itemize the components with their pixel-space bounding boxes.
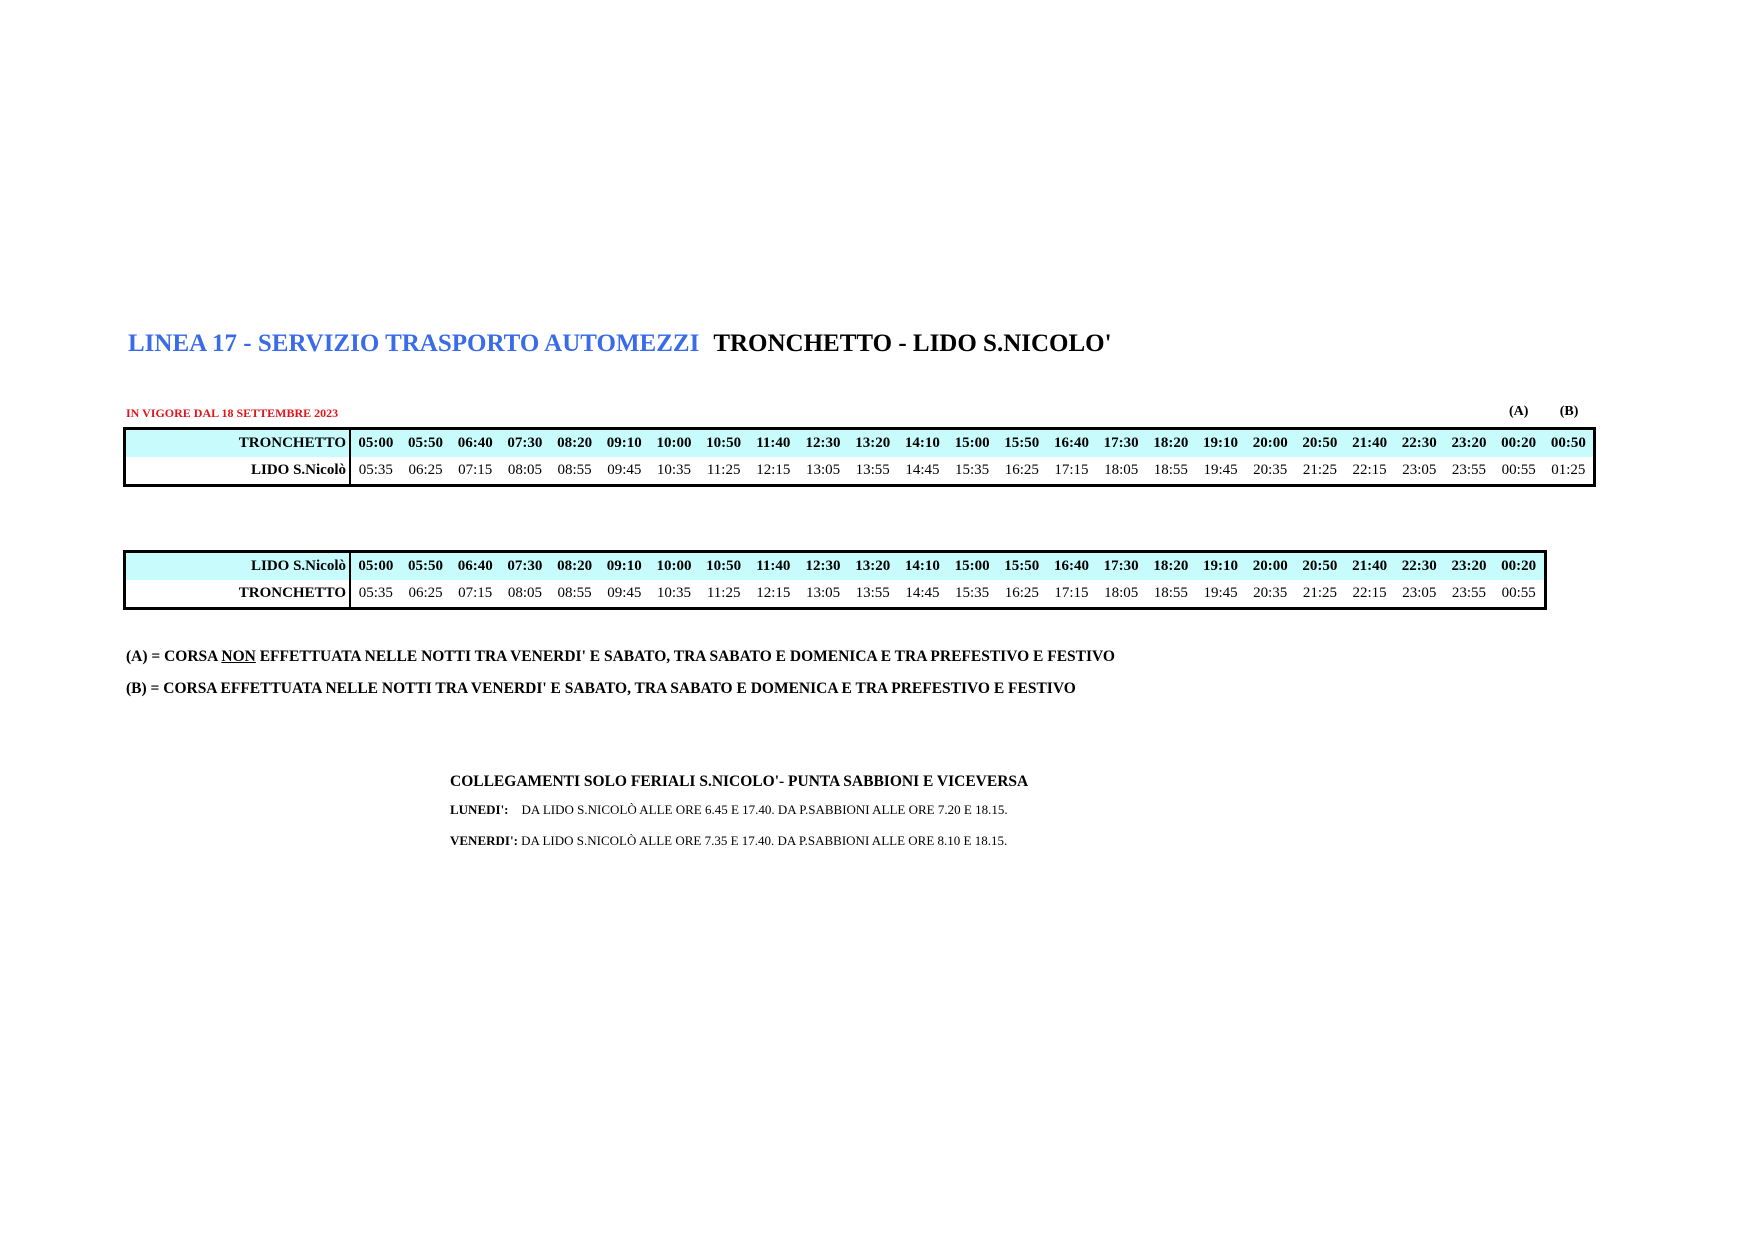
collegamenti-lunedi: [450, 802, 1028, 833]
note-a-rest: EFFETTUATA NELLE NOTTI TRA VENERDI' E SABATO, TRA SABATO E DOMENICA E TRA PREFESTIVO E FESTIVO: [255, 648, 1115, 665]
time-cell: 09:10: [599, 429, 649, 458]
time-cell: 15:00: [947, 429, 997, 458]
time-cell: 15:35: [947, 580, 997, 609]
timetable-row-departure: [125, 552, 1546, 581]
time-cell: 10:35: [649, 580, 699, 609]
time-cell: 17:30: [1096, 552, 1146, 581]
time-cell: 10:00: [649, 552, 699, 581]
time-cell: 17:15: [1047, 580, 1097, 609]
time-cell: 09:45: [599, 457, 649, 486]
time-cell: 23:20: [1444, 552, 1494, 581]
time-cell: 14:45: [898, 580, 948, 609]
time-cell: 08:55: [550, 580, 600, 609]
time-cell: 16:25: [997, 457, 1047, 486]
time-cell: 08:05: [500, 580, 550, 609]
time-cell: 00:20: [1494, 429, 1544, 458]
time-cell: 17:30: [1096, 429, 1146, 458]
note-a-prefix: (A) = CORSA: [126, 648, 222, 665]
time-cell: 21:25: [1295, 580, 1345, 609]
note-a-underlined: NON: [221, 648, 256, 665]
timetable-row-arrival: [125, 580, 1546, 609]
note-a: [126, 648, 1115, 680]
time-cell: 20:50: [1295, 552, 1345, 581]
time-cell: 15:35: [947, 457, 997, 486]
time-cell: 05:00: [350, 429, 401, 458]
time-cell: 09:45: [599, 580, 649, 609]
time-cell: 22:30: [1394, 552, 1444, 581]
footnotes: [126, 648, 1115, 712]
time-cell: 00:50: [1544, 429, 1595, 458]
time-cell: 06:40: [450, 429, 500, 458]
time-cell: 06:40: [450, 552, 500, 581]
lunedi-label: LUNEDI':: [450, 802, 509, 817]
row-label: LIDO S.Nicolò: [125, 552, 351, 581]
time-cell: 10:50: [699, 552, 749, 581]
time-cell: 21:40: [1345, 429, 1395, 458]
collegamenti-venerdi: [450, 833, 1028, 864]
time-cell: 07:15: [450, 580, 500, 609]
timetable-row-departure: [125, 429, 1595, 458]
time-cell: 11:40: [749, 429, 799, 458]
time-cell: 07:15: [450, 457, 500, 486]
timetable-lido-tronchetto: [123, 550, 1547, 610]
time-cell: 15:50: [997, 552, 1047, 581]
time-cell: 20:35: [1245, 580, 1295, 609]
time-cell: 05:50: [401, 429, 451, 458]
time-cell: 18:05: [1096, 457, 1146, 486]
time-cell: 23:05: [1394, 457, 1444, 486]
time-cell: 15:00: [947, 552, 997, 581]
time-cell: 05:00: [350, 552, 401, 581]
timetable-tronchetto-lido: [123, 427, 1596, 487]
time-cell: 00:20: [1494, 552, 1545, 581]
time-cell: 19:10: [1196, 429, 1246, 458]
time-cell: 17:15: [1047, 457, 1097, 486]
time-cell: 05:35: [350, 457, 401, 486]
time-cell: 22:15: [1345, 457, 1395, 486]
time-cell: 07:30: [500, 429, 550, 458]
lunedi-text: DA LIDO S.NICOLÒ ALLE ORE 6.45 E 17.40. DA P.SABBIONI ALLE ORE 7.20 E 18.15.: [521, 802, 1008, 817]
time-cell: 18:55: [1146, 580, 1196, 609]
time-cell: 20:00: [1245, 429, 1295, 458]
time-cell: 08:20: [550, 429, 600, 458]
time-cell: 19:45: [1196, 457, 1246, 486]
time-cell: 23:55: [1444, 457, 1494, 486]
time-cell: 14:10: [898, 552, 948, 581]
title-line-name: LINEA 17 - SERVIZIO TRASPORTO AUTOMEZZI: [128, 330, 700, 357]
time-cell: 11:25: [699, 457, 749, 486]
marker-b: (B): [1559, 404, 1579, 419]
time-cell: 05:35: [350, 580, 401, 609]
time-cell: 19:10: [1196, 552, 1246, 581]
time-cell: 11:40: [749, 552, 799, 581]
time-cell: 06:25: [401, 457, 451, 486]
time-cell: 10:35: [649, 457, 699, 486]
time-cell: 14:10: [898, 429, 948, 458]
note-b: (B) = CORSA EFFETTUATA NELLE NOTTI TRA VENERDI' E SABATO, TRA SABATO E DOMENICA E TRA PREFESTIVO E FESTIVO: [126, 680, 1076, 697]
title-route: TRONCHETTO - LIDO S.NICOLO': [713, 330, 1112, 357]
time-cell: 14:45: [898, 457, 948, 486]
time-cell: 16:40: [1047, 552, 1097, 581]
time-cell: 12:30: [798, 429, 848, 458]
time-cell: 08:55: [550, 457, 600, 486]
time-cell: 13:05: [798, 580, 848, 609]
time-cell: 23:55: [1444, 580, 1494, 609]
time-cell: 18:55: [1146, 457, 1196, 486]
time-cell: 10:50: [699, 429, 749, 458]
time-cell: 09:10: [599, 552, 649, 581]
time-cell: 08:05: [500, 457, 550, 486]
time-cell: 22:30: [1394, 429, 1444, 458]
time-cell: 16:40: [1047, 429, 1097, 458]
venerdi-text: DA LIDO S.NICOLÒ ALLE ORE 7.35 E 17.40. DA P.SABBIONI ALLE ORE 8.10 E 18.15.: [521, 833, 1008, 848]
time-cell: 13:55: [848, 580, 898, 609]
time-cell: 10:00: [649, 429, 699, 458]
time-cell: 13:20: [848, 552, 898, 581]
time-cell: 06:25: [401, 580, 451, 609]
time-cell: 21:40: [1345, 552, 1395, 581]
collegamenti-section: [450, 773, 1028, 864]
time-cell: 05:50: [401, 552, 451, 581]
time-cell: 08:20: [550, 552, 600, 581]
time-cell: 13:20: [848, 429, 898, 458]
time-cell: 16:25: [997, 580, 1047, 609]
time-cell: 01:25: [1544, 457, 1595, 486]
time-cell: 20:35: [1245, 457, 1295, 486]
time-cell: 21:25: [1295, 457, 1345, 486]
time-cell: 00:55: [1494, 457, 1544, 486]
time-cell: 20:00: [1245, 552, 1295, 581]
time-cell: 18:05: [1096, 580, 1146, 609]
time-cell: 07:30: [500, 552, 550, 581]
timetable-row-arrival: [125, 457, 1595, 486]
time-cell: 11:25: [699, 580, 749, 609]
collegamenti-heading: COLLEGAMENTI SOLO FERIALI S.NICOLO'- PUNTA SABBIONI E VICEVERSA: [450, 773, 1029, 790]
time-cell: 19:45: [1196, 580, 1246, 609]
row-label: LIDO S.Nicolò: [125, 457, 351, 486]
time-cell: 12:15: [749, 580, 799, 609]
time-cell: 18:20: [1146, 552, 1196, 581]
time-cell: 13:05: [798, 457, 848, 486]
row-label: TRONCHETTO: [125, 580, 351, 609]
time-cell: 13:55: [848, 457, 898, 486]
venerdi-label: VENERDI':: [450, 833, 518, 848]
time-cell: 12:30: [798, 552, 848, 581]
row-label: TRONCHETTO: [125, 429, 351, 458]
time-cell: 15:50: [997, 429, 1047, 458]
time-cell: 23:05: [1394, 580, 1444, 609]
time-cell: 00:55: [1494, 580, 1545, 609]
time-cell: 22:15: [1345, 580, 1395, 609]
time-cell: 20:50: [1295, 429, 1345, 458]
page-title: [128, 330, 1112, 358]
time-cell: 23:20: [1444, 429, 1494, 458]
validity-date: IN VIGORE DAL 18 SETTEMBRE 2023: [126, 406, 339, 420]
time-cell: 12:15: [749, 457, 799, 486]
time-cell: 18:20: [1146, 429, 1196, 458]
marker-a: (A): [1508, 404, 1529, 419]
